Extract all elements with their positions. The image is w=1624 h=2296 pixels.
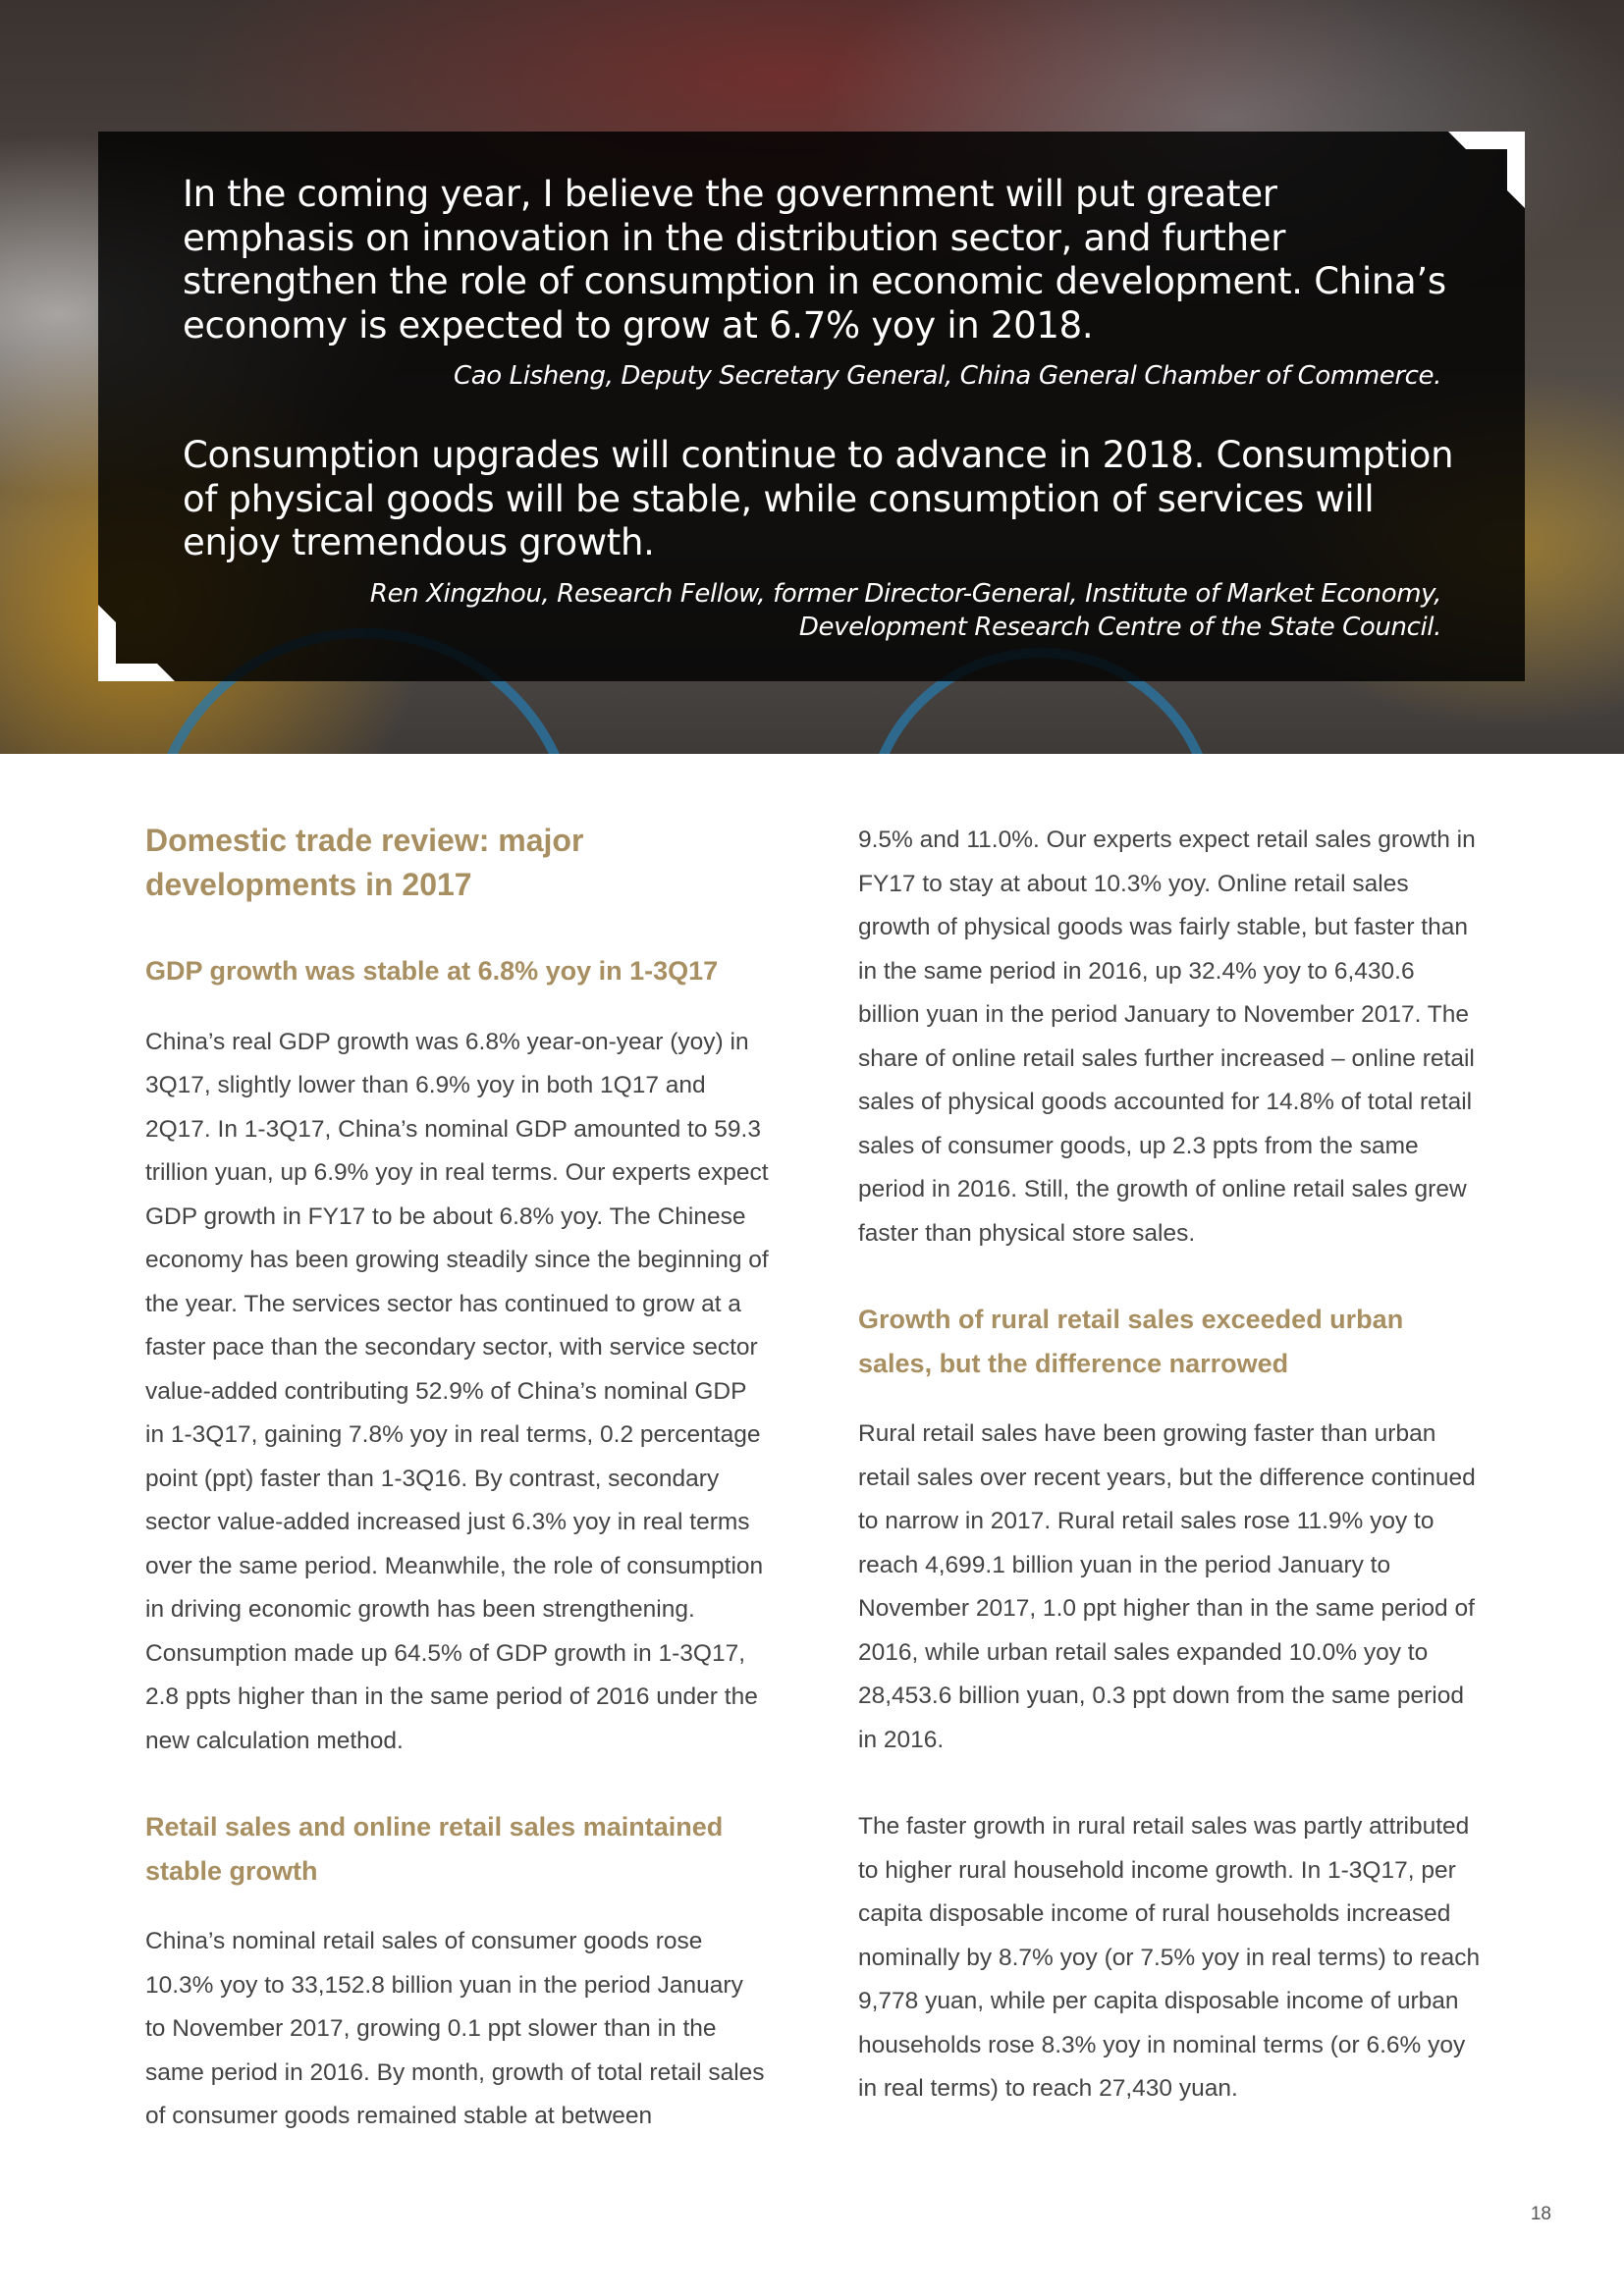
- quote-1-text: In the coming year, I believe the government will put greater emphasis on innovation in the distribution sector, and further strengthen the role of consumption in economic development. China’s economy is expected to grow at 6.7% yoy in 2018.: [183, 173, 1446, 347]
- right-column: [858, 819, 1487, 2111]
- retail-body-right: 9.5% and 11.0%. Our experts expect retail sales growth in FY17 to stay at about 10.3% yoy. Online retail sales growth of physical goods was fairly stable, but faster than in the same period in 2016, up 32.4% yoy to 6,430.6 billion yuan in the period January to November 2017. The share of online retail sales further increased – online retail sales of physical goods accounted for 14.8% of total retail sales of consumer goods, up 2.3 ppts from the same period in 2016. Still, the growth of online retail sales grew faster than physical store sales.: [858, 827, 1476, 1247]
- gdp-heading: GDP growth was stable at 6.8% yoy in 1-3Q17: [145, 956, 719, 986]
- retail-body-left: China’s nominal retail sales of consumer goods rose 10.3% yoy to 33,152.8 billion yuan in the period January to November 2017, growing 0.1 ppt slower than in the same period in 2016. By month, growth of total retail sales of consumer goods remained stable at between: [145, 1928, 765, 2129]
- quote-2-text: Consumption upgrades will continue to advance in 2018. Consumption of physical goods will be stable, while consumption of services will enjoy tremendous growth.: [183, 434, 1454, 563]
- rural-body-1: Rural retail sales have been growing faster than urban retail sales over recent years, but the difference continued to narrow in 2017. Rural retail sales rose 11.9% yoy to reach 4,699.1 billion yuan in the period January to November 2017, 1.0 ppt higher than in the same period of 2016, while urban retail sales expanded 10.0% yoy to 28,453.6 billion yuan, 0.3 ppt down from the same period in 2016.: [858, 1420, 1476, 1753]
- hero-photo: [0, 0, 1624, 754]
- gdp-body: China’s real GDP growth was 6.8% year-on-year (yoy) in 3Q17, slightly lower than 6.9% yoy in both 1Q17 and 2Q17. In 1-3Q17, China’s nominal GDP amounted to 59.3 trillion yuan, up 6.9% yoy in real terms. Our experts expect GDP growth in FY17 to be about 6.8% yoy. The Chinese economy has been growing steadily since the beginning of the year. The services sector has continued to grow at a faster pace than the secondary sector, with service sector value-added contributing 52.9% of China’s nominal GDP in 1-3Q17, gaining 7.8% yoy in real terms, 0.2 percentage point (ppt) faster than 1-3Q16. By contrast, secondary sector value-added increased just 6.3% yoy in real terms over the same period. Meanwhile, the role of consumption in driving economic growth has been strengthening. Consumption made up 64.5% of GDP growth in 1-3Q17, 2.8 ppts higher than in the same period of 2016 under the new calculation method.: [145, 1028, 769, 1754]
- page-number: 18: [1530, 2204, 1551, 2224]
- retail-heading: Retail sales and online retail sales maintained stable growth: [145, 1812, 724, 1886]
- rural-body-2: The faster growth in rural retail sales was partly attributed to higher rural household income growth. In 1-3Q17, per capita disposable income of rural households increased nominally by 8.7% yoy (or 7.5% yoy in real terms) to reach 9,778 yuan, while per capita disposable income of urban households rose 8.3% yoy in nominal terms (or 6.6% yoy in real terms) to reach 27,430 yuan.: [858, 1813, 1481, 2102]
- article-title: Domestic trade review: major developments in 2017: [145, 823, 584, 902]
- quote-1-attribution: Cao Lisheng, Deputy Secretary General, China General Chamber of Commerce.: [454, 361, 1441, 391]
- corner-bracket-bottom-left: [98, 605, 175, 681]
- quote-2-attribution: Ren Xingzhou, Research Fellow, former Director-General, Institute of Market Economy, Development Research Centre of the State Council.: [369, 579, 1441, 642]
- corner-bracket-top-right: [1448, 132, 1525, 208]
- rural-heading: Growth of rural retail sales exceeded urban sales, but the difference narrowed: [858, 1305, 1404, 1378]
- left-column: [145, 819, 774, 2139]
